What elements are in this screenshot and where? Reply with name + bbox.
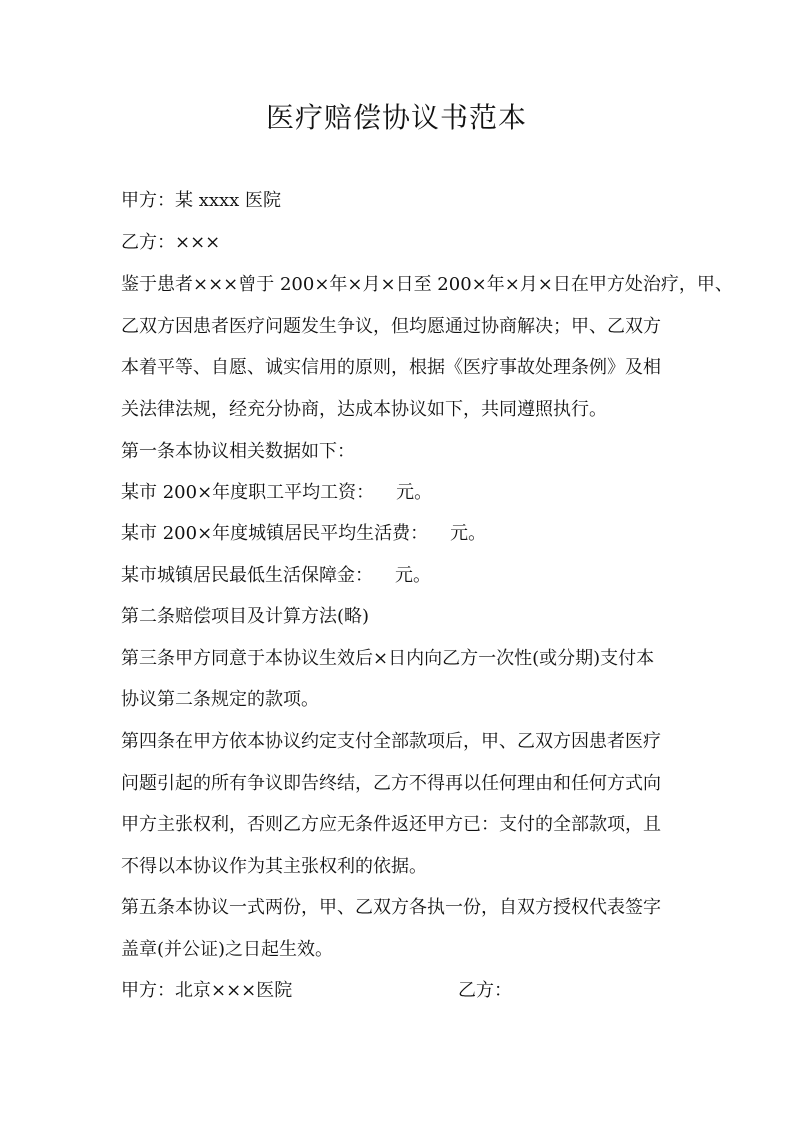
party-a-line: 甲方：某 xxxx 医院	[121, 190, 282, 211]
article-5-line-1: 第五条本协议一式两份，甲、乙双方各执一份，自双方授权代表签字	[121, 897, 661, 918]
data-item-2	[121, 519, 486, 549]
intro-line-2: 乙双方因患者医疗问题发生争议，但均愿通过协商解决；甲、乙双方	[121, 316, 661, 337]
article-2: 第二条赔偿项目及计算方法(略)	[121, 606, 370, 627]
article-3-line-2: 协议第二条规定的款项。	[121, 689, 319, 710]
article-4-line-1: 第四条在甲方依本协议约定支付全部款项后，甲、乙双方因患者医疗	[121, 731, 661, 752]
data-item-unit: 元。	[396, 482, 433, 503]
intro-line-1: 鉴于患者×××曾于 200×年×月×日至 200×年×月×日在甲方处治疗，甲、	[121, 274, 733, 295]
data-item-3	[121, 561, 431, 591]
data-item-label: 某市 200×年度城镇居民平均生活费：	[121, 523, 429, 544]
data-item-label: 某市 200×年度职工平均工资：	[121, 482, 375, 503]
data-item-unit: 元。	[450, 523, 487, 544]
document-title: 医疗赔偿协议书范本	[265, 101, 527, 134]
article-5-line-2: 盖章(并公证)之日起生效。	[121, 939, 334, 960]
data-item-1	[121, 478, 432, 508]
signature-party-b: 乙方：	[458, 980, 512, 1001]
data-item-unit: 元。	[395, 565, 431, 586]
party-b-line: 乙方：×××	[121, 232, 221, 253]
article-4-line-2: 问题引起的所有争议即告终结，乙方不得再以任何理由和任何方式向	[121, 773, 661, 794]
data-item-label: 某市城镇居民最低生活保障金：	[121, 565, 373, 586]
article-3-line-1: 第三条甲方同意于本协议生效后×日内向乙方一次性(或分期)支付本	[121, 648, 655, 669]
intro-line-3: 本着平等、自愿、诚实信用的原则，根据《医疗事故处理条例》及相	[121, 357, 661, 378]
signature-party-a: 甲方：北京×××医院	[121, 980, 293, 1001]
intro-line-4: 关法律法规，经充分协商，达成本协议如下，共同遵照执行。	[121, 399, 607, 420]
article-4-line-4: 不得以本协议作为其主张权利的依据。	[121, 856, 427, 877]
article-4-line-3: 甲方主张权利，否则乙方应无条件返还甲方已：支付的全部款项，且	[121, 814, 661, 835]
article-1-heading: 第一条本协议相关数据如下：	[121, 441, 355, 462]
